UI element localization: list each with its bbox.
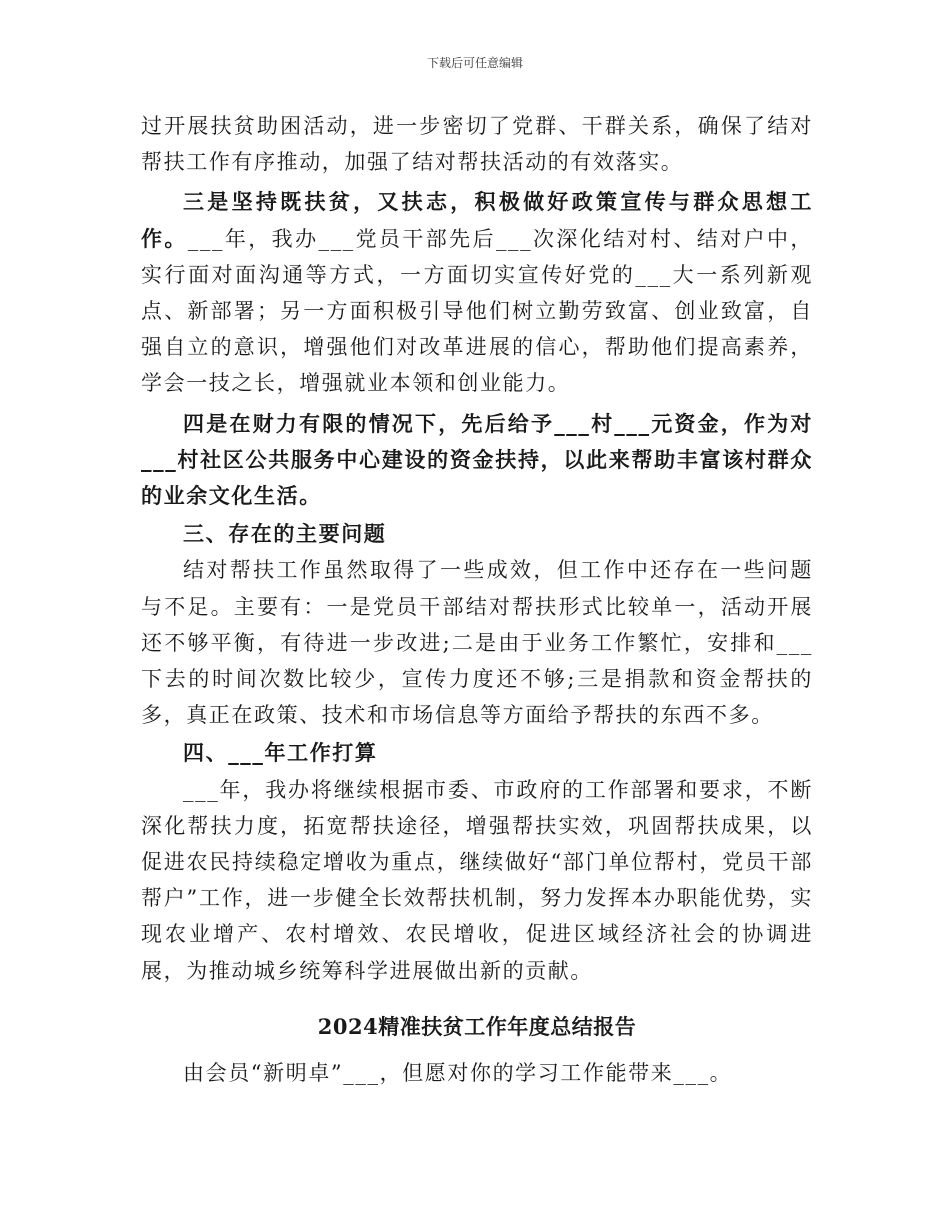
- footer-line: 由会员“新明卓”___，但愿对你的学习工作能带来___。: [183, 1061, 733, 1086]
- section-heading: 四、___年工作打算: [183, 740, 378, 766]
- document-title: 2024精准扶贫工作年度总结报告: [317, 1013, 637, 1039]
- paragraph: 结对帮扶工作虽然取得了一些成效，但工作中还存在一些问题与不足。主要有：一是党员干部结对帮扶形式比较单一，活动开展还不够平衡，有待进一步改进;二是由于业务工作繁忙，安排和___下去的时间次数比较少，宣传力度还不够;三是捐款和资金帮扶的多，真正在政策、技术和市场信息等方面给予帮扶的东西不多。: [141, 558, 813, 728]
- paragraph-bold: 四是在财力有限的情况下，先后给予___村___元资金，作为对___村社区公共服务中心建设的资金扶持，以此来帮助丰富该村群众的业余文化生活。: [141, 410, 813, 509]
- paragraph-bold: [141, 184, 813, 401]
- document-body: [141, 108, 813, 1091]
- page-header: 下载后可任意编辑: [426, 56, 523, 70]
- paragraph: 过开展扶贫助困活动，进一步密切了党群、干群关系，确保了结对帮扶工作有序推动，加强了结对帮扶活动的有效落实。: [141, 114, 813, 175]
- paragraph-bold-text: 三是坚持既扶贫，又扶志，积极做好政策宣传与群众思想工作。: [141, 189, 813, 251]
- paragraph-continuation: ___年，我办___党员干部先后___次深化结对村、结对户中，实行面对面沟通等方式，一方面切实宣传好党的___大一系列新观点、新部署；另一方面积极引导他们树立勤劳致富、创业致富，自强自立的意识，增强他们对改革进展的信心，帮助他们提高素养，学会一技之长，增强就业本领和创业能力。: [141, 226, 813, 396]
- section-heading: 三、存在的主要问题: [183, 521, 387, 547]
- paragraph: ___年，我办将继续根据市委、市政府的工作部署和要求，不断深化帮扶力度，拓宽帮扶途径，增强帮扶实效，巩固帮扶成果，以促进农民持续稳定增收为重点，继续做好“部门单位帮村，党员干部帮户”工作，进一步健全长效帮扶机制，努力发挥本办职能优势，实现农业增产、农村增效、农民增收，促进区域经济社会的协调进展，为推动城乡统筹科学进展做出新的贡献。: [141, 777, 813, 983]
